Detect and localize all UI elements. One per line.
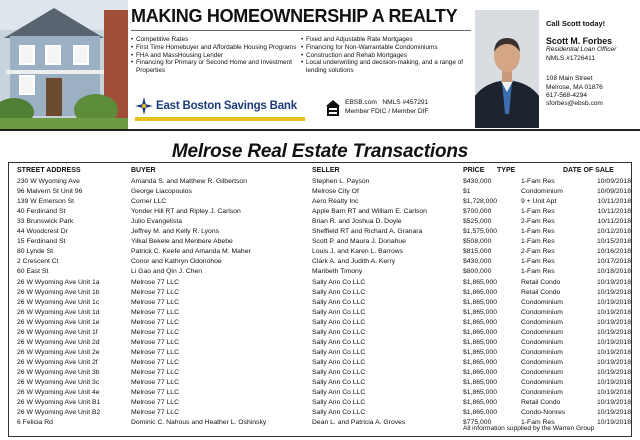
cell-buyer: Melrose 77 LLC (131, 278, 179, 286)
cell-seller: Sally Ann Co LLC (312, 318, 366, 326)
cell-type: Retail Condo (521, 288, 561, 296)
cell-type: 1-Fam Res (521, 178, 555, 185)
ad-main-copy (131, 6, 471, 75)
cell-address: 96 Malvern St Unit 96 (17, 188, 83, 196)
card-call-to-action: Call Scott today! (546, 19, 606, 28)
cell-buyer: Li Gao and Qin J. Chen (131, 268, 203, 276)
cell-seller: Sally Ann Co LLC (312, 368, 366, 376)
bank-advertisement (0, 0, 640, 131)
ad-bullet: • Construction and Rehab Mortgages (301, 52, 471, 60)
cell-type: 9 + Unit Apt (521, 198, 557, 206)
cell-price: $525,000 (463, 218, 492, 226)
cell-seller: Clark A. and Judith A. Kerry (312, 258, 396, 266)
cell-type: 1-Fam Res (521, 258, 555, 266)
transactions-table (8, 162, 632, 437)
cell-address: 26 W Wyoming Ave Unit 1e (17, 318, 100, 326)
cell-date: 10/11/2018 (597, 208, 631, 216)
cell-type: 1-Fam Res (521, 228, 555, 236)
cell-seller: Sally Ann Co LLC (312, 298, 366, 306)
source-footnote: All information supplied by the Warren Group (463, 425, 595, 432)
cell-type: Condo-Nonres (521, 409, 566, 417)
cell-address: 26 W Wyoming Ave Unit 1b (17, 288, 100, 296)
cell-price: $1,865,000 (463, 348, 498, 356)
cell-date: 10/19/2018 (596, 409, 631, 417)
cell-date: 10/19/2018 (596, 298, 631, 306)
cell-address: 26 W Wyoming Ave Unit 1c (17, 298, 100, 306)
cell-address: 139 W Emerson St (17, 198, 75, 206)
bank-logo (135, 97, 297, 115)
card-name: Scott M. Forbes (546, 36, 612, 47)
cell-date: 10/19/2018 (596, 399, 631, 407)
cell-price: $1,575,000 (463, 228, 498, 236)
cell-seller: Melrose City Of (312, 188, 359, 196)
cell-type: Condominium (521, 338, 563, 346)
cell-type: Condominium (521, 328, 563, 336)
cell-seller: Brian R. and Joshua D. Doyle (312, 218, 402, 226)
bank-nmls: NMLS #457291 (382, 99, 429, 106)
cell-price: $1,865,000 (463, 368, 498, 376)
cell-address: 15 Ferdinand St (17, 238, 66, 246)
cell-price: $430,000 (463, 178, 492, 185)
cell-address: 33 Brunswick Park (17, 218, 74, 226)
cell-date: 10/19/2018 (596, 419, 631, 427)
cell-seller: Sheffield RT and Richard A. Granara (312, 228, 423, 236)
cell-date: 10/12/2018 (596, 228, 631, 236)
card-email[interactable]: sforbes@ebsb.com (546, 100, 603, 108)
cell-date: 10/11/2018 (597, 218, 631, 226)
cell-date: 10/09/2018 (596, 178, 631, 185)
cell-seller: Sally Ann Co LLC (312, 328, 366, 336)
cell-address: 60 East St (17, 268, 49, 276)
cell-seller: Sally Ann Co LLC (312, 358, 366, 366)
cell-price: $1,865,000 (463, 338, 498, 346)
cell-seller: Aero Realty Inc (312, 198, 359, 206)
ad-bullet: • Financing for Non-Warrantable Condominiums (301, 44, 471, 52)
cell-seller: Sally Ann Co LLC (312, 379, 366, 386)
cell-buyer: Yonder Hill RT and Ripley J. Carlson (131, 208, 241, 216)
header-type: TYPE (497, 167, 516, 174)
cell-type: Condominium (521, 379, 563, 386)
cell-price: $1,865,000 (463, 288, 498, 296)
cell-address: 26 W Wyoming Ave Unit B2 (17, 409, 101, 417)
cell-type: 1-Fam Res (521, 419, 555, 427)
cell-type: Retail Condo (521, 278, 561, 286)
cell-date: 10/18/2018 (596, 268, 631, 276)
cell-buyer: Melrose 77 LLC (131, 379, 179, 386)
cell-date: 10/19/2018 (596, 368, 631, 376)
bank-name: East Boston Savings Bank (156, 100, 297, 112)
cell-seller: Dean L. and Patricia A. Groves (312, 419, 406, 427)
cell-type: 1-Fam Res (521, 268, 555, 276)
cell-price: $1,865,000 (463, 399, 498, 407)
header-seller: SELLER (312, 167, 340, 174)
ad-bullet: • FHA and MassHousing Lender (131, 52, 301, 60)
cell-price: $1,865,000 (463, 328, 498, 336)
cell-buyer: Melrose 77 LLC (131, 399, 179, 407)
cell-buyer: Melrose 77 LLC (131, 409, 179, 417)
cell-date: 10/19/2018 (596, 389, 631, 397)
page-title: Melrose Real Estate Transactions (171, 141, 469, 162)
cell-date: 10/19/2018 (596, 318, 631, 326)
loan-officer-photo (475, 10, 539, 128)
cell-buyer: Melrose 77 LLC (131, 389, 179, 397)
cell-seller: Sally Ann Co LLC (312, 278, 366, 286)
cell-address: 26 W Wyoming Ave Unit 2f (17, 358, 98, 366)
cell-buyer: Melrose 77 LLC (131, 298, 179, 306)
cell-buyer: Melrose 77 LLC (131, 288, 179, 296)
cell-address: 230 W Wyoming Ave (17, 178, 80, 185)
cell-price: $1,865,000 (463, 379, 498, 386)
cell-buyer: Melrose 77 LLC (131, 338, 179, 346)
ad-bullets-right (301, 36, 471, 75)
cell-price: $775,000 (463, 419, 492, 427)
cell-type: 2-Fam Res (521, 218, 555, 226)
ad-bullet-columns (131, 36, 471, 75)
card-city: Melrose, MA 01876 (546, 83, 603, 91)
house-illustration (0, 0, 128, 129)
cell-seller: Sally Ann Co LLC (312, 399, 366, 407)
cell-address: 2 Crescent Ct (17, 258, 59, 266)
cell-address: 80 Lynde St (17, 248, 54, 256)
cell-seller: Sally Ann Co LLC (312, 409, 366, 417)
cell-seller: Sally Ann Co LLC (312, 348, 366, 356)
cell-buyer: George Liacopoulos (131, 188, 192, 196)
cell-buyer: Conor and Kathryn Odonohoe (131, 258, 222, 266)
loan-officer-card (546, 20, 638, 109)
cell-seller: Scott P. and Maura J. Donahue (312, 238, 406, 246)
bank-website[interactable]: EBSB.com (345, 99, 377, 106)
cell-type: 1-Fam Res (521, 238, 555, 246)
cell-address: 26 W Wyoming Ave Unit 2d (17, 338, 100, 346)
cell-date: 10/19/2018 (596, 328, 631, 336)
cell-date: 10/19/2018 (596, 358, 631, 366)
cell-seller: Sally Ann Co LLC (312, 308, 366, 316)
cell-address: 26 W Wyoming Ave Unit 3b (17, 368, 100, 376)
cell-buyer: Amanda S. and Matthew R. Gilbertson (131, 178, 247, 185)
cell-buyer: Melrose 77 LLC (131, 328, 179, 336)
cell-date: 10/11/2018 (597, 198, 631, 206)
cell-price: $1,728,000 (463, 198, 498, 206)
cell-date: 10/15/2018 (596, 238, 631, 246)
cell-buyer: Jeffrey M. and Kelly R. Lyons (131, 228, 220, 236)
cell-buyer: Melrose 77 LLC (131, 358, 179, 366)
cell-buyer: Melrose 77 LLC (131, 308, 179, 316)
cell-buyer: Patrick C. Keefe and Amanda M. Maher (131, 248, 251, 256)
ad-bullet: • Competitive Rates (131, 36, 301, 44)
cell-date: 10/19/2018 (596, 288, 631, 296)
cell-address: 26 W Wyoming Ave Unit 2e (17, 348, 100, 356)
cell-seller: Sally Ann Co LLC (312, 389, 366, 397)
cell-address: 40 Ferdinand St (17, 208, 66, 216)
ad-bullet: • Financing for Primary or Second Home and Investment Properties (131, 59, 301, 75)
cell-type: 2-Fam Res (521, 248, 555, 256)
cell-price: $1,865,000 (463, 389, 498, 397)
cell-date: 10/19/2018 (596, 348, 631, 356)
cell-seller: Sally Ann Co LLC (312, 288, 366, 296)
cell-type: Condominium (521, 358, 563, 366)
equal-housing-lender-icon (325, 99, 341, 117)
cell-price: $1 (463, 188, 471, 196)
cell-address: 26 W Wyoming Ave Unit 1f (17, 328, 98, 336)
cell-address: 26 W Wyoming Ave Unit B1 (17, 399, 101, 407)
cell-date: 10/19/2018 (596, 379, 631, 386)
cell-price: $800,000 (463, 268, 492, 276)
header-address: STREET ADDRESS (17, 167, 81, 174)
header-buyer: BUYER (131, 167, 156, 174)
cell-buyer: Melrose 77 LLC (131, 348, 179, 356)
cell-type: 1-Fam Res (521, 208, 555, 216)
cell-buyer: Julio Evangelista (131, 218, 183, 226)
ad-divider (131, 30, 471, 31)
cell-seller: Stephen L. Payson (312, 178, 370, 185)
card-street: 108 Main Street (546, 75, 593, 83)
cell-price: $1,865,000 (463, 278, 498, 286)
cell-type: Condominium (521, 298, 563, 306)
cell-price: $508,000 (463, 238, 492, 246)
header-price: PRICE (463, 167, 485, 174)
cell-type: Condominium (521, 318, 563, 326)
cell-buyer: Corner LLC (131, 198, 167, 206)
cell-price: $1,865,000 (463, 318, 498, 326)
ad-bullet: • Fixed and Adjustable Rate Mortgages (301, 36, 471, 44)
cell-price: $1,865,000 (463, 298, 498, 306)
cell-buyer: Dominic C. Nahous and Heather L. Oshinsky (131, 419, 267, 427)
card-title: Residential Loan Officer (546, 46, 617, 54)
bank-star-icon (135, 97, 153, 115)
ad-headline: MAKING HOMEOWNERSHIP A REALTY (131, 6, 458, 26)
cell-buyer: Melrose 77 LLC (131, 318, 179, 326)
cell-buyer: Yilkal Bekele and Menbere Abebe (131, 238, 233, 246)
cell-seller: Maribeth Timony (312, 268, 363, 276)
card-phone[interactable]: 617-568-4294 (546, 92, 588, 100)
cell-buyer: Melrose 77 LLC (131, 368, 179, 376)
cell-price: $815,000 (463, 248, 492, 256)
bank-member-note: Member FDIC / Member DIF (345, 108, 429, 115)
cell-type: Condominium (521, 348, 563, 356)
cell-type: Condominium (521, 368, 563, 376)
cell-seller: Apple Barn RT and William E. Carlson (312, 208, 427, 216)
card-nmls: NMLS #1726411 (546, 54, 595, 62)
ad-bullet: • Local underwriting and decision-making, and a range of lending solutions (301, 59, 471, 75)
cell-type: Condominium (521, 188, 563, 196)
cell-date: 10/19/2018 (596, 308, 631, 316)
cell-address: 26 W Wyoming Ave Unit 4e (17, 389, 100, 397)
cell-type: Retail Condo (521, 399, 561, 407)
bank-brand-row (131, 95, 471, 125)
cell-address: 26 W Wyoming Ave Unit 1a (17, 278, 100, 286)
cell-price: $1,865,000 (463, 308, 498, 316)
cell-date: 10/19/2018 (596, 278, 631, 286)
cell-address: 26 W Wyoming Ave Unit 3c (17, 379, 100, 386)
ad-bullet: • First Time Homebuyer and Affordable Housing Programs (131, 44, 301, 52)
cell-type: Condominium (521, 308, 563, 316)
cell-address: 26 W Wyoming Ave Unit 1d (17, 308, 100, 316)
cell-price: $1,865,000 (463, 409, 498, 417)
cell-date: 10/17/2018 (596, 258, 631, 266)
bank-contact (345, 98, 429, 116)
cell-price: $700,000 (463, 208, 492, 216)
cell-price: $1,865,000 (463, 358, 498, 366)
cell-type: Condominium (521, 389, 563, 397)
cell-date: 10/09/2018 (596, 188, 631, 196)
cell-price: $430,000 (463, 258, 492, 266)
cell-seller: Louis J. and Karen L. Barrows (312, 248, 404, 256)
cell-address: 6 Felicia Rd (17, 419, 53, 427)
ad-bullets-left (131, 36, 301, 75)
bank-color-bar (135, 117, 305, 121)
cell-date: 10/16/2018 (596, 248, 631, 256)
cell-address: 44 Woodcrest Dr (17, 228, 68, 236)
cell-seller: Sally Ann Co LLC (312, 338, 366, 346)
cell-date: 10/19/2018 (596, 338, 631, 346)
header-date: DATE OF SALE (563, 167, 614, 174)
